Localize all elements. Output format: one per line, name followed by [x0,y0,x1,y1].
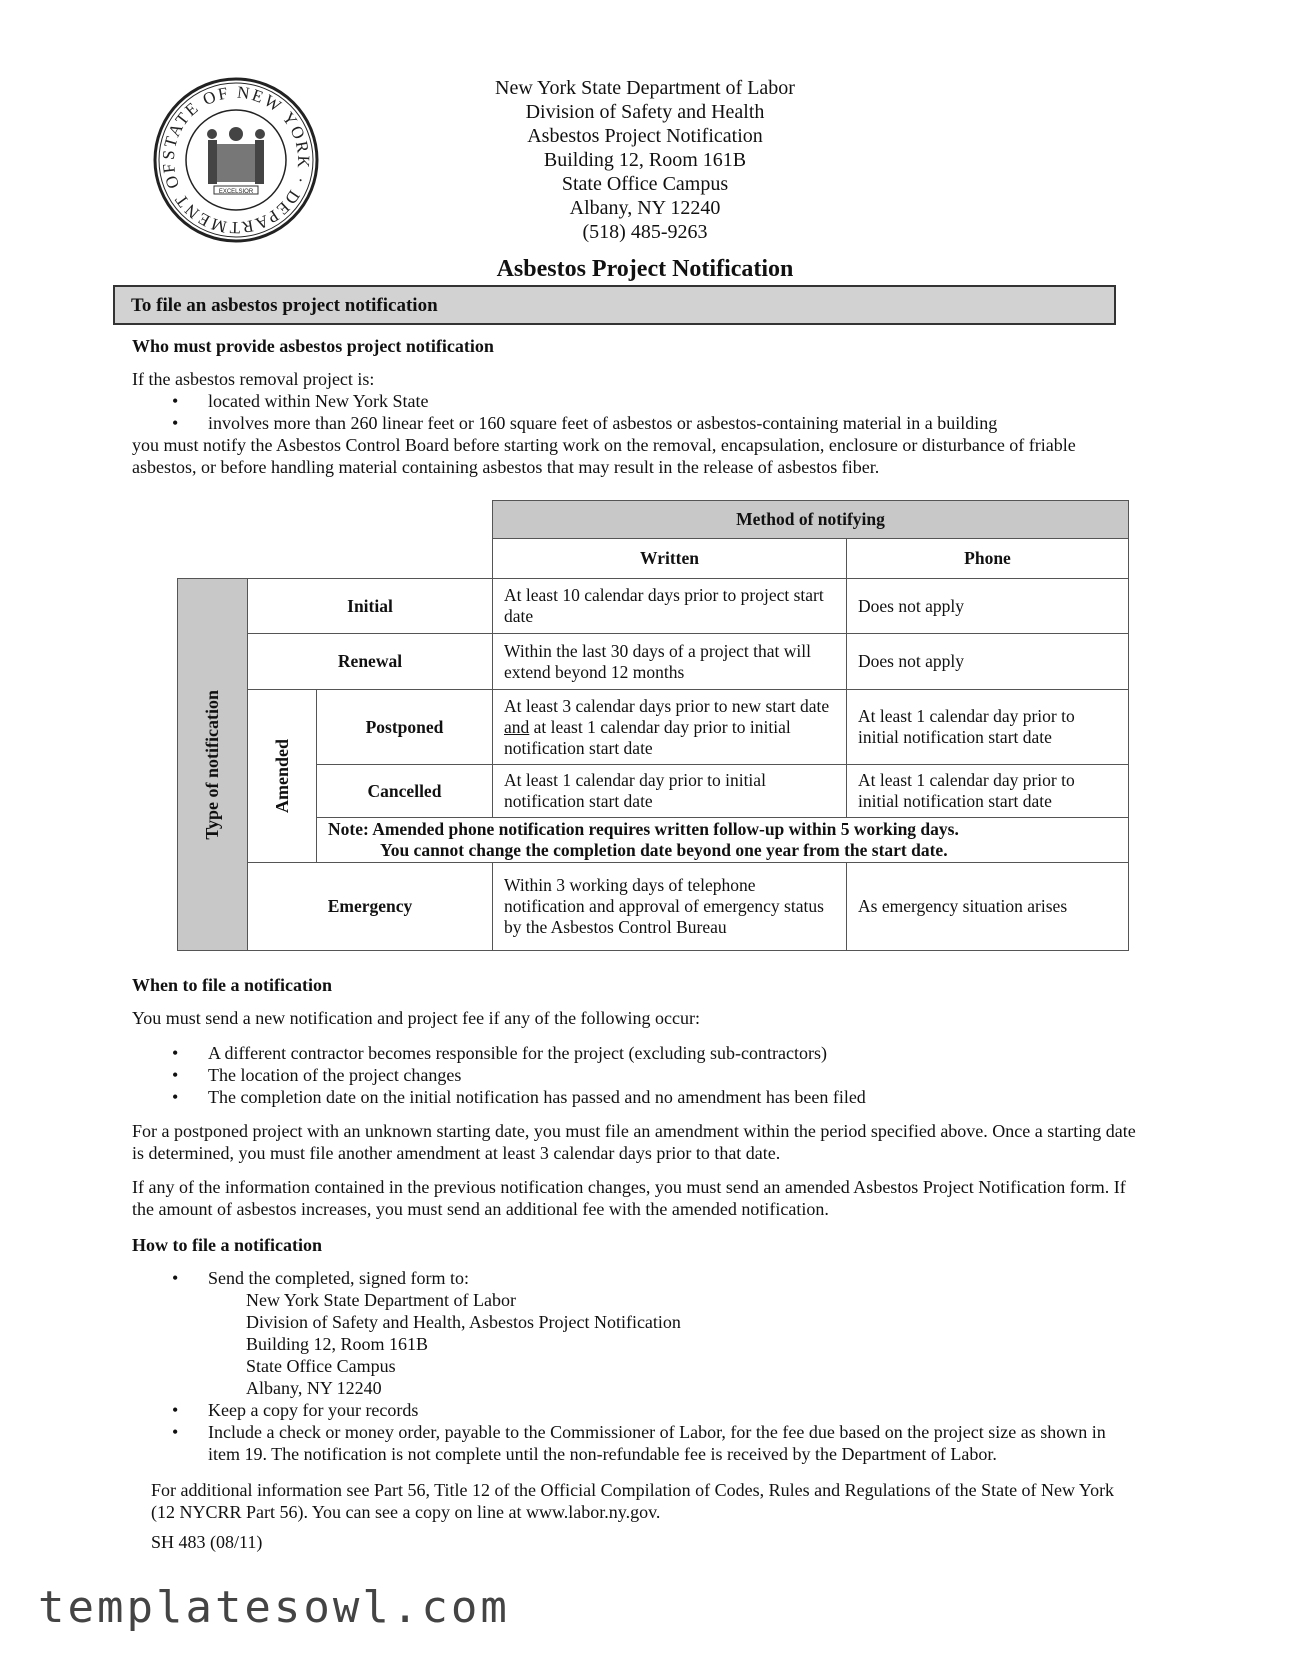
seal-ring-text: STATE OF NEW YORK · DEPARTMENT OF [158,82,314,238]
mailing-address: New York State Department of Labor Division of Safety and Health, Asbestos Project Notification Building 12, Room 161B State Office Campus Albany, NY 12240 [246,1290,681,1398]
additional-info: For additional information see Part 56, Title 12 of the Official Compilation of Codes, Rules and Regulations of the State of New York (12 NYCRR Part 56). You can see a copy on line at www.labor.ny.gov. [151,1480,1115,1522]
how-heading: How to file a notification [132,1235,322,1255]
list-item: • A different contractor becomes responsible for the project (excluding sub-contractors) [132,1042,1137,1064]
notification-method-table [177,500,1129,951]
who-intro: If the asbestos removal project is: [132,369,375,389]
seal-motto: EXCELSIOR [218,189,254,195]
row-initial-written: At least 10 calendar days prior to project start date [493,579,847,634]
header-line: New York State Department of Labor [495,77,795,99]
watermark: templatesowl.com [38,1582,510,1633]
header-line: Building 12, Room 161B [543,149,747,171]
when-intro: You must send a new notification and project fee if any of the following occur: [132,1008,701,1028]
when-heading: When to file a notification [132,975,332,995]
who-body: you must notify the Asbestos Control Board before starting work on the removal, encapsulation, enclosure or disturbance of friable asbestos, or before handling material containing asbestos that may result in the release of asbestos fiber. [132,435,1076,477]
who-heading: Who must provide asbestos project notification [132,336,494,356]
agency-header [420,76,870,244]
list-item: • located within New York State [132,390,1132,412]
amended-label: Amended [248,690,317,863]
header-line: Asbestos Project Notification [527,125,763,147]
row-emergency-written: Within 3 working days of telephone notification and approval of emergency status by the Asbestos Control Bureau [493,863,847,951]
list-item: • The location of the project changes [132,1064,1137,1086]
list-item: • involves more than 260 linear feet or 160 square feet of asbestos or asbestos-containing material in a building [132,412,1132,434]
section-band-label: To file an asbestos project notification [131,295,438,316]
section-band [113,285,1116,325]
when-para-2: If any of the information contained in the previous notification changes, you must send an amended Asbestos Project Notification form. If the amount of asbestos increases, you must send an additional fee with the amended notification. [132,1177,1126,1219]
header-line: (518) 485-9263 [582,221,708,243]
row-initial-label: Initial [248,579,493,634]
nys-dol-seal [152,76,320,244]
row-renewal-phone: Does not apply [847,634,1129,690]
row-postponed-written: At least 3 calendar days prior to new start date and at least 1 calendar day prior to initial notification start date [493,690,847,765]
row-emergency-phone: As emergency situation arises [847,863,1129,951]
row-cancelled-label: Cancelled [317,765,493,818]
list-item: • Include a check or money order, payable to the Commissioner of Labor, for the fee due based on the project size as shown in item 19. The notification is not complete until the non-refundable fee is received by the Department of Labor. [132,1421,1142,1465]
list-item: • Keep a copy for your records [132,1399,1142,1421]
amended-note: Note: Amended phone notification requires written follow-up within 5 working days. You cannot change the completion date beyond one year from the start date. [317,818,1129,863]
header-line: Division of Safety and Health [525,101,765,123]
header-line: Albany, NY 12240 [569,197,721,219]
page-title: Asbestos Project Notification [496,256,794,282]
row-initial-phone: Does not apply [847,579,1129,634]
type-of-notification-label: Type of notification [178,579,248,951]
col-phone-header: Phone [847,539,1129,579]
who-section [132,368,1132,478]
row-postponed-phone: At least 1 calendar day prior to initial notification start date [847,690,1129,765]
form-id: SH 483 (08/11) [151,1532,263,1552]
row-renewal-written: Within the last 30 days of a project that will extend beyond 12 months [493,634,847,690]
when-para-1: For a postponed project with an unknown starting date, you must file an amendment within the period specified above. Once a starting date is determined, you must file another amendment at least 3 calendar days prior to that date. [132,1121,1136,1163]
header-line: State Office Campus [561,173,729,195]
row-cancelled-phone: At least 1 calendar day prior to initial notification start date [847,765,1129,818]
col-written-header: Written [493,539,847,579]
how-bullets [132,1267,1142,1465]
when-bullets [132,1042,1137,1108]
row-renewal-label: Renewal [248,634,493,690]
row-emergency-label: Emergency [248,863,493,951]
row-cancelled-written: At least 1 calendar day prior to initial notification start date [493,765,847,818]
list-item: • Send the completed, signed form to: New York State Department of Labor Division of Safety and Health, Asbestos Project Notification Building 12, Room 161B State Office Campus Albany, NY 12240 [132,1267,1142,1399]
row-postponed-label: Postponed [317,690,493,765]
list-item: • The completion date on the initial notification has passed and no amendment has been filed [132,1086,1137,1108]
method-header: Method of notifying [493,501,1129,539]
